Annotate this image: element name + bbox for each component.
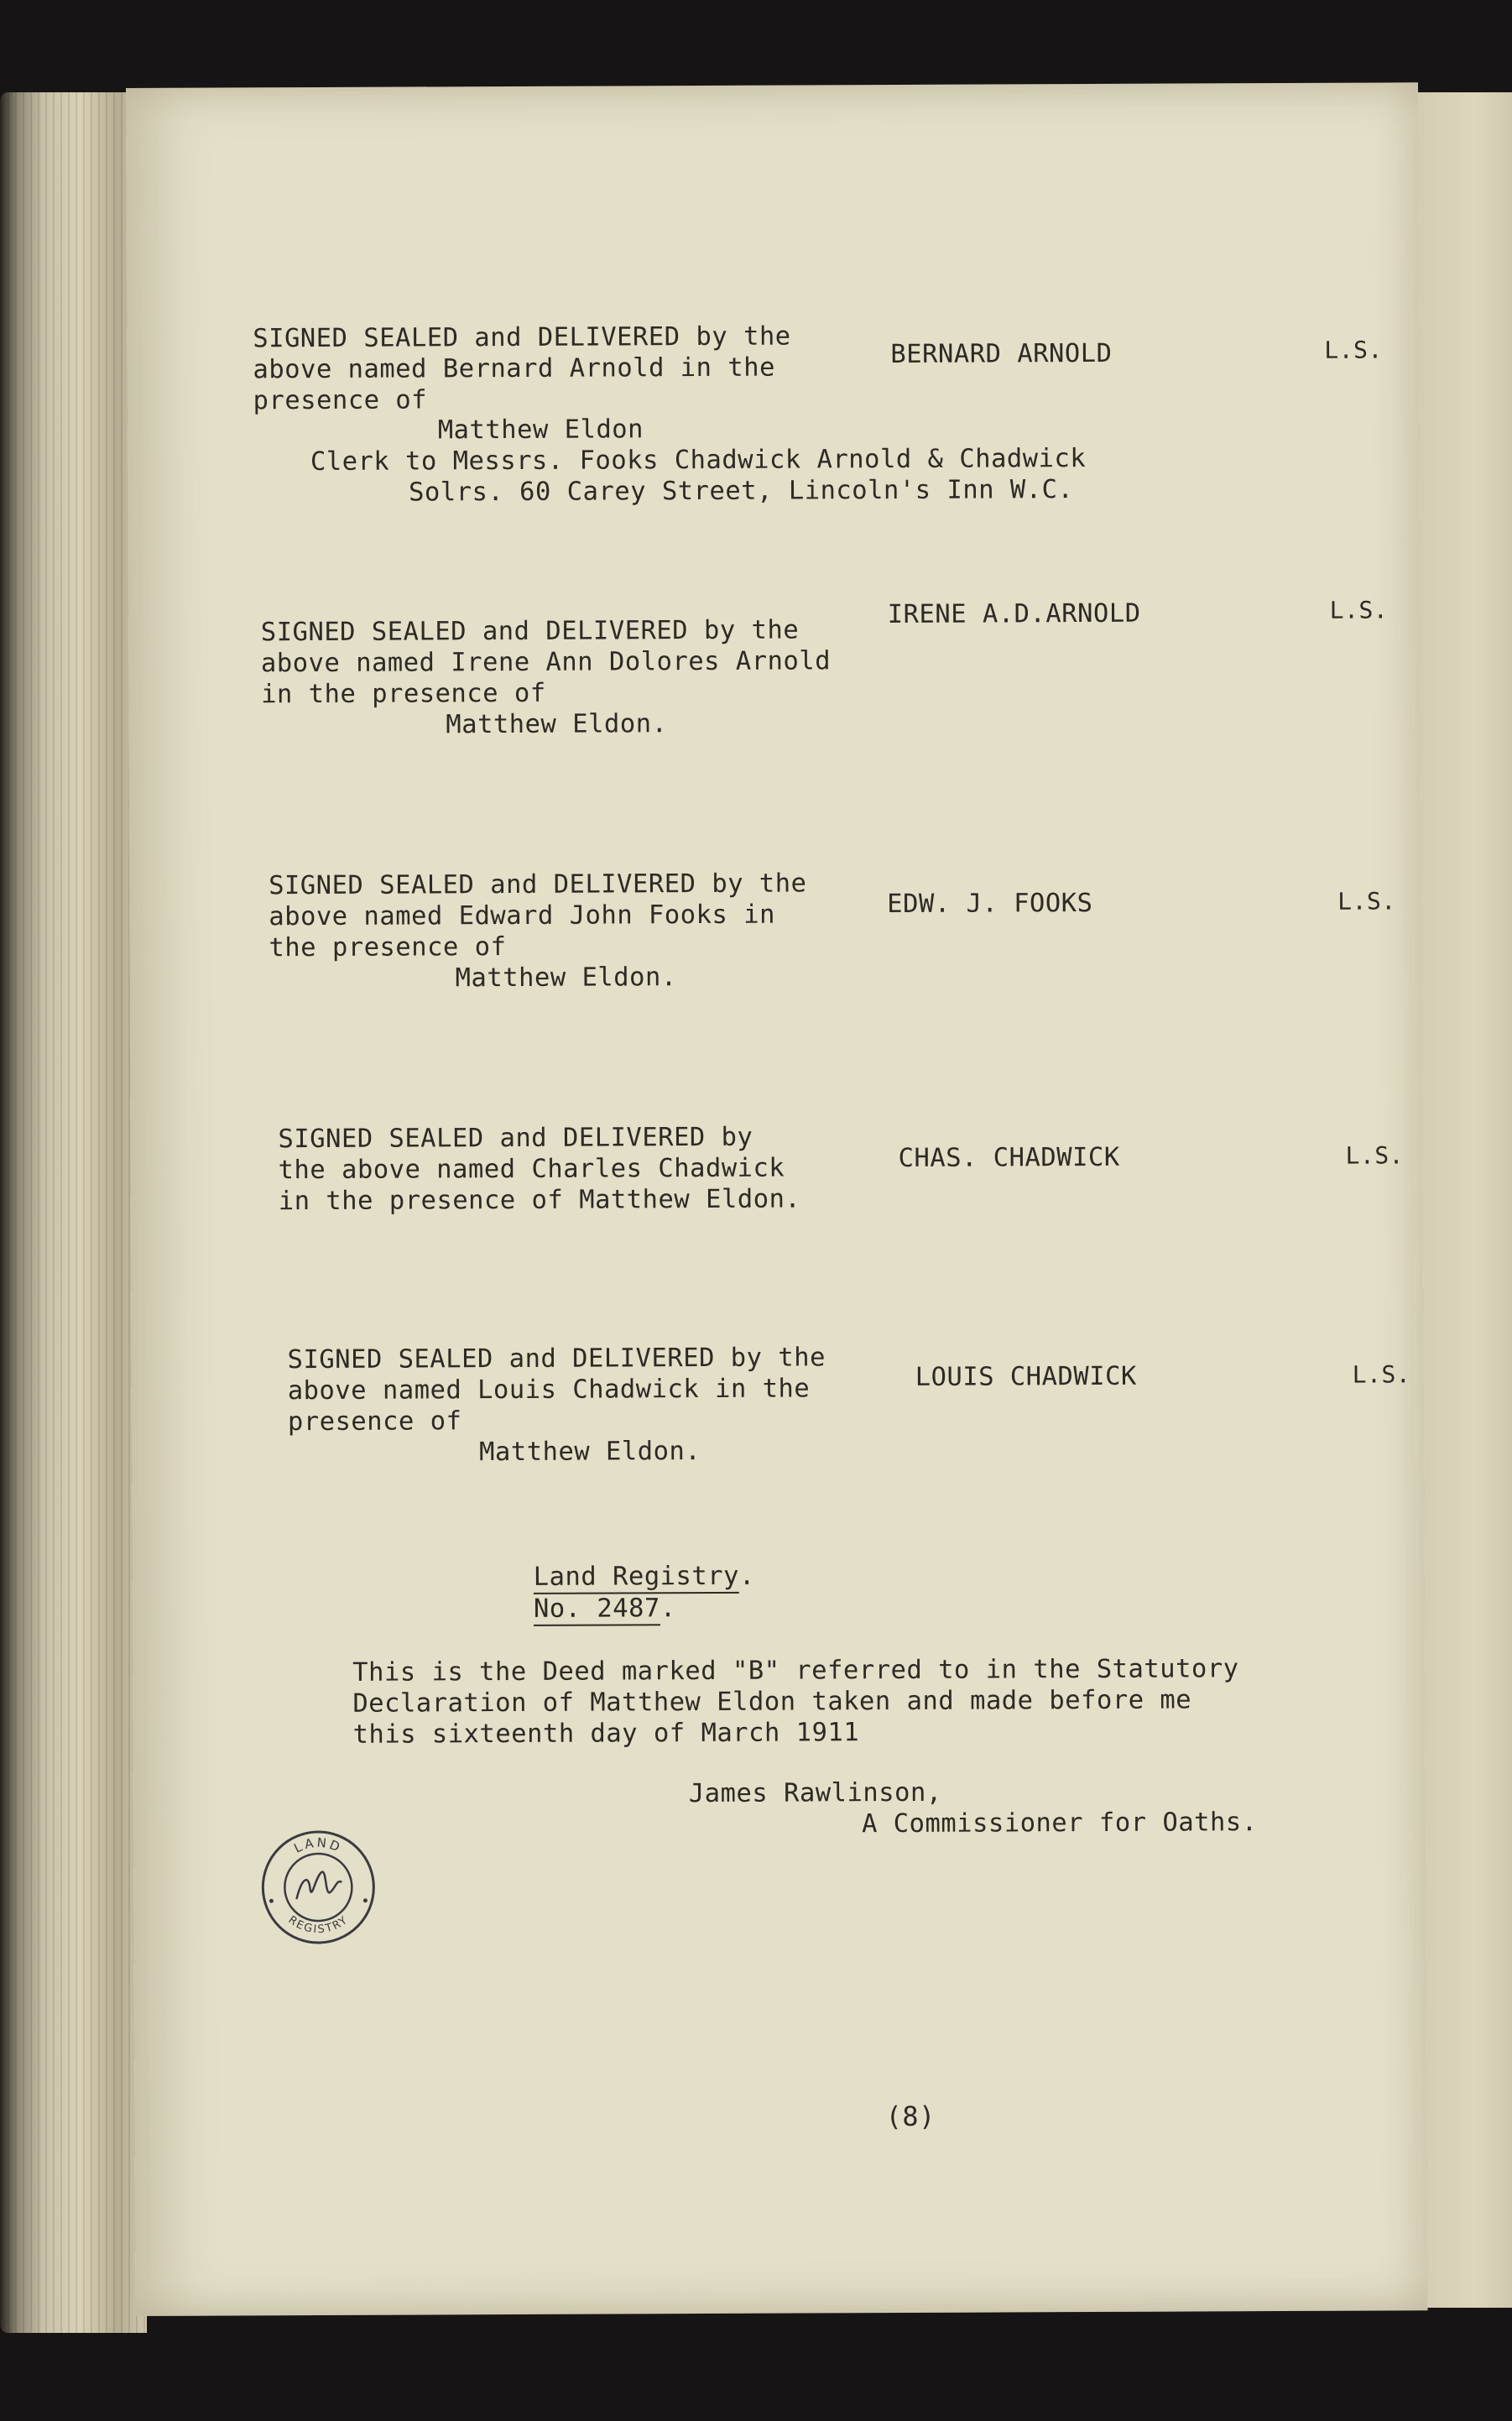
- block-2-line-2: above named Irene Ann Dolores Arnold: [260, 646, 832, 679]
- block-1-witness-role: Clerk to Messrs. Fooks Chadwick Arnold & Chadwick: [310, 444, 1087, 477]
- block-5-line-2: above named Louis Chadwick in the: [287, 1374, 811, 1406]
- document-page: [126, 82, 1428, 2316]
- block-1-line-3: presence of: [253, 385, 428, 416]
- block-5-witness-name: Matthew Eldon.: [479, 1437, 701, 1468]
- block-5-seal: L.S.: [1352, 1360, 1411, 1389]
- block-4-line-2: the above named Charles Chadwick: [278, 1153, 785, 1186]
- land-registry-stamp: [259, 1829, 378, 1947]
- block-2-witness-name: Matthew Eldon.: [446, 709, 668, 740]
- block-1-line-1: SIGNED SEALED and DELIVERED by the: [253, 321, 791, 354]
- declaration-line-3: this sixteenth day of March 1911: [352, 1718, 860, 1750]
- registry-title-period: .: [738, 1561, 755, 1591]
- block-3-line-3: the presence of: [269, 932, 507, 963]
- block-5-line-1: SIGNED SEALED and DELIVERED by the: [287, 1343, 826, 1375]
- page-number: (8): [885, 2100, 936, 2133]
- block-1-seal: L.S.: [1324, 336, 1383, 364]
- block-4-seal: L.S.: [1345, 1141, 1405, 1170]
- block-1-witness-name: Matthew Eldon: [437, 415, 644, 446]
- block-2-line-3: in the presence of: [261, 678, 546, 710]
- block-1-signature: BERNARD ARNOLD: [890, 338, 1113, 370]
- block-5-signature: LOUIS CHADWICK: [915, 1361, 1137, 1392]
- declaration-line-1: This is the Deed marked "B" referred to in the Statutory: [352, 1654, 1239, 1688]
- stamp-text-top: LAND: [291, 1834, 345, 1856]
- stamp-text-bottom: REGISTRY: [285, 1913, 352, 1937]
- block-3-line-1: SIGNED SEALED and DELIVERED by the: [269, 869, 807, 901]
- block-4-line-3: in the presence of Matthew Eldon.: [278, 1184, 801, 1217]
- declaration-line-2: Declaration of Matthew Eldon taken and made before me: [352, 1685, 1192, 1719]
- block-3-seal: L.S.: [1337, 887, 1396, 916]
- block-1-line-2: above named Bernard Arnold in the: [253, 352, 776, 385]
- block-2-seal: L.S.: [1329, 596, 1389, 624]
- block-3-witness-name: Matthew Eldon.: [455, 963, 677, 994]
- registry-title: [533, 1561, 755, 1592]
- svg-text:REGISTRY: [286, 1913, 352, 1936]
- registry-number: [534, 1596, 676, 1622]
- registry-number-period: .: [660, 1594, 676, 1624]
- book-page-edges-left: [0, 92, 147, 2333]
- commissioner-name: James Rawlinson,: [688, 1777, 942, 1809]
- block-4-line-1: SIGNED SEALED and DELIVERED by: [278, 1122, 753, 1155]
- block-3-signature: EDW. J. FOOKS: [887, 888, 1093, 920]
- block-4-signature: CHAS. CHADWICK: [898, 1142, 1120, 1173]
- block-5-line-3: presence of: [287, 1406, 462, 1437]
- stamp-signature-scrawl: [296, 1872, 342, 1900]
- commissioner-title: A Commissioner for Oaths.: [861, 1808, 1258, 1839]
- block-2-signature: IRENE A.D.ARNOLD: [887, 598, 1141, 630]
- block-1-witness-address: Solrs. 60 Carey Street, Lincoln's Inn W.C.: [409, 475, 1074, 508]
- registry-title-text: Land Registry: [534, 1562, 739, 1594]
- block-3-line-2: above named Edward John Fooks in: [269, 900, 775, 932]
- block-2-line-1: SIGNED SEALED and DELIVERED by the: [260, 615, 800, 648]
- registry-number-text: No. 2487: [534, 1594, 660, 1626]
